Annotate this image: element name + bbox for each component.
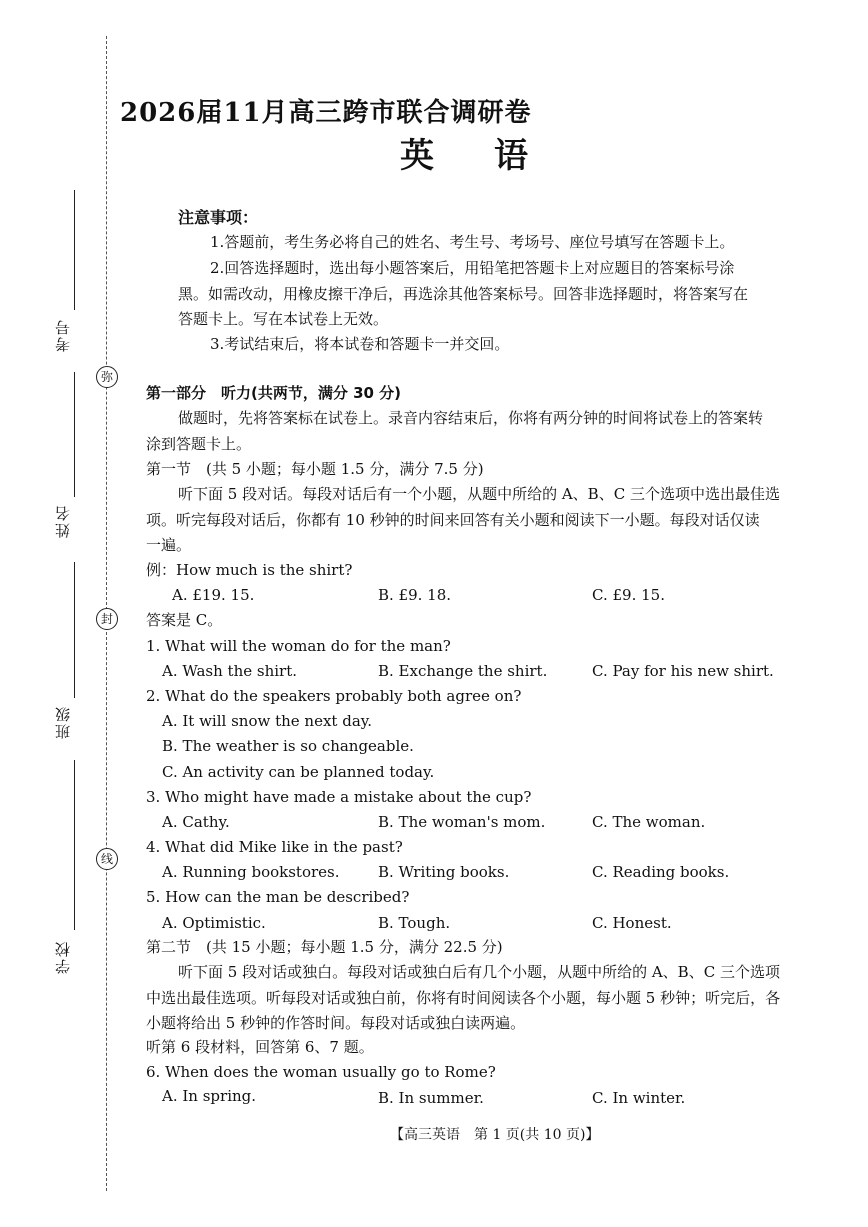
q1-option-a: A. Wash the shirt. (162, 662, 298, 680)
q3-option-a: A. Cathy. (162, 813, 230, 831)
question-2: 2. What do the speakers probably both agree on? (146, 687, 522, 705)
notice-line: 3.考试结束后，将本试卷和答题卡一并交回。 (210, 335, 510, 353)
section2-heading: 第二节 (共 15 小题；每小题 1.5 分，满分 22.5 分) (146, 938, 503, 956)
field-label-class: 班级 (54, 705, 72, 739)
part1-heading: 第一部分 听力(共两节，满分 30 分) (146, 384, 402, 402)
question-6: 6. When does the woman usually go to Rome? (146, 1063, 496, 1081)
material-note: 听第 6 段材料，回答第 6、7 题。 (146, 1038, 374, 1056)
example-option-b: B. £9. 18. (378, 586, 452, 604)
q1-option-c: C. Pay for his new shirt. (592, 662, 774, 680)
notice-line: 1.答题前，考生务必将自己的姓名、考生号、考场号、座位号填写在答题卡上。 (210, 233, 735, 251)
q2-option-b: B. The weather is so changeable. (162, 737, 414, 755)
q4-option-c: C. Reading books. (592, 863, 730, 881)
part1-intro-line: 做题时，先将答案标在试卷上。录音内容结束后，你将有两分钟的时间将试卷上的答案转 (178, 409, 764, 427)
section1-instruction: 项。听完每段对话后，你都有 10 秒钟的时间来回答有关小题和阅读下一小题。每段对话仅读 (146, 511, 760, 529)
field-label-exam-number: 考号 (54, 318, 72, 352)
question-1: 1. What will the woman do for the man? (146, 637, 451, 655)
q6-option-a: A. In spring. (162, 1087, 257, 1105)
example-question: 例：How much is the shirt? (146, 561, 353, 579)
question-5: 5. How can the man be described? (146, 888, 410, 906)
section2-instruction: 小题将给出 5 秒钟的作答时间。每段对话或独白读两遍。 (146, 1014, 526, 1032)
example-option-c: C. £9. 15. (592, 586, 665, 604)
q5-option-c: C. Honest. (592, 914, 672, 932)
field-line-exam-number[interactable] (74, 190, 75, 310)
field-line-class[interactable] (74, 562, 75, 698)
example-answer: 答案是 C。 (146, 611, 223, 629)
q2-option-a: A. It will snow the next day. (162, 712, 373, 730)
seal-mi: 弥 (96, 366, 118, 388)
q4-option-a: A. Running bookstores. (162, 863, 340, 881)
field-label-school: 学校 (54, 940, 72, 974)
question-3: 3. Who might have made a mistake about the cup? (146, 788, 532, 806)
notice-line: 黑。如需改动，用橡皮擦干净后，再选涂其他答案标号。回答非选择题时，将答案写在 (178, 285, 749, 303)
section2-instruction: 听下面 5 段对话或独白。每段对话或独白后有几个小题，从题中所给的 A、B、C 三个选项 (178, 963, 780, 981)
page-footer: 【高三英语 第 1 页(共 10 页)】 (390, 1127, 600, 1143)
subject-title: 英语 (400, 136, 588, 176)
notice-line: 2.回答选择题时，选出每小题答案后，用铅笔把答题卡上对应题目的答案标号涂 (210, 259, 735, 277)
seal-xian: 线 (96, 848, 118, 870)
exam-title: 2026届11月高三跨市联合调研卷 (120, 98, 532, 128)
question-4: 4. What did Mike like in the past? (146, 838, 403, 856)
section1-instruction: 听下面 5 段对话。每段对话后有一个小题，从题中所给的 A、B、C 三个选项中选出最佳选 (178, 485, 780, 503)
q4-option-b: B. Writing books. (378, 863, 510, 881)
q2-option-c: C. An activity can be planned today. (162, 763, 435, 781)
q1-option-b: B. Exchange the shirt. (378, 662, 548, 680)
part1-intro-line: 涂到答题卡上。 (146, 435, 252, 453)
notice-line: 答题卡上。写在本试卷上无效。 (178, 310, 389, 328)
q6-option-c: C. In winter. (592, 1089, 686, 1107)
section1-heading: 第一节 (共 5 小题；每小题 1.5 分，满分 7.5 分) (146, 460, 484, 478)
q5-option-b: B. Tough. (378, 914, 451, 932)
section2-instruction: 中选出最佳选项。听每段对话或独白前，你将有时间阅读各个小题，每小题 5 秒钟；听完后，各 (146, 989, 781, 1007)
notice-heading: 注意事项： (178, 208, 259, 227)
field-line-school[interactable] (74, 760, 75, 930)
seal-feng: 封 (96, 608, 118, 630)
binding-margin (0, 0, 120, 1227)
section1-instruction: 一遍。 (146, 536, 192, 554)
q3-option-c: C. The woman. (592, 813, 706, 831)
q5-option-a: A. Optimistic. (162, 914, 266, 932)
field-line-name[interactable] (74, 372, 75, 497)
example-option-a: A. £19. 15. (172, 586, 255, 604)
q3-option-b: B. The woman's mom. (378, 813, 546, 831)
field-label-name: 姓名 (54, 504, 72, 538)
q6-option-b: B. In summer. (378, 1089, 484, 1107)
